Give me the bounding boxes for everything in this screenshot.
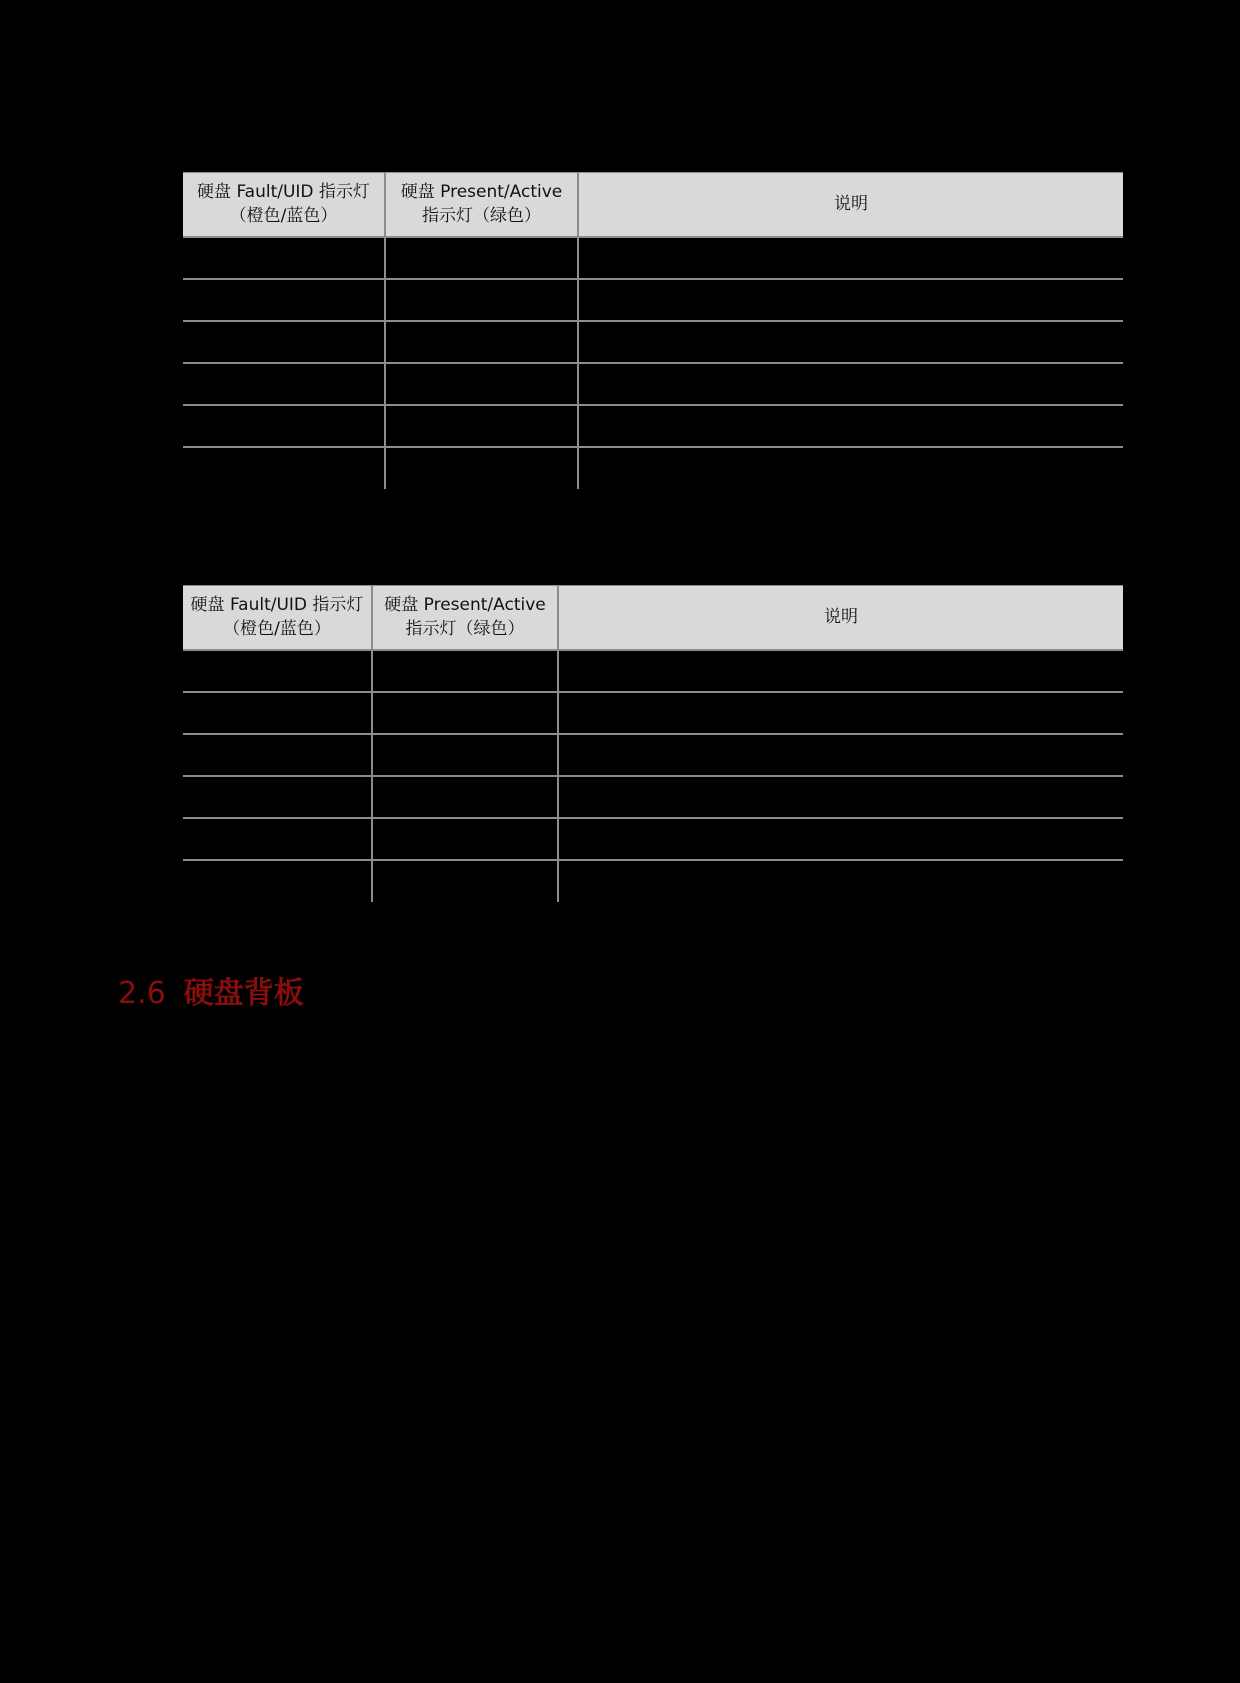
table-cell [183,650,372,692]
column-header-present-active-led: 硬盘 Present/Active 指示灯（绿色） [385,173,578,237]
table-cell [183,734,372,776]
table-cell [183,447,385,489]
table-cell [183,818,372,860]
column-header-description: 说明 [558,586,1123,650]
column-header-fault-uid-led: 硬盘 Fault/UID 指示灯（橙色/蓝色） [183,173,385,237]
table-cell [183,692,372,734]
table-cell [385,237,578,279]
table-cell [385,321,578,363]
table-cell [183,860,372,902]
table-row [183,237,1123,279]
led-status-table-2 [183,585,1123,902]
table-cell [385,405,578,447]
table-cell [558,776,1123,818]
table-cell [372,692,558,734]
table-cell [372,650,558,692]
table-row [183,321,1123,363]
table-cell [578,447,1123,489]
column-header-fault-uid-led: 硬盘 Fault/UID 指示灯（橙色/蓝色） [183,586,372,650]
table-cell [372,818,558,860]
table-cell [558,650,1123,692]
table-row [183,447,1123,489]
table-row [183,818,1123,860]
table-row [183,776,1123,818]
table-row [183,692,1123,734]
table-cell [558,860,1123,902]
section-number: 2.6 [118,976,166,1011]
table-cell [183,776,372,818]
table-cell [558,692,1123,734]
table-row [183,363,1123,405]
table-cell [372,776,558,818]
table-cell [578,237,1123,279]
table-cell [183,405,385,447]
table-cell [372,734,558,776]
table-row [183,734,1123,776]
table-cell [578,405,1123,447]
table-cell [183,363,385,405]
table-cell [578,363,1123,405]
table-cell [385,447,578,489]
column-header-description: 说明 [578,173,1123,237]
table-row [183,860,1123,902]
table-cell [183,321,385,363]
table-cell [385,363,578,405]
table-header-row [183,586,1123,650]
table-cell [578,279,1123,321]
table-cell [385,279,578,321]
table-cell [183,279,385,321]
table-cell [558,818,1123,860]
table-row [183,650,1123,692]
table-cell [558,734,1123,776]
table-row [183,279,1123,321]
section-heading [118,974,304,1014]
table-cell [183,237,385,279]
table-row [183,405,1123,447]
table-cell [372,860,558,902]
led-status-table-1 [183,172,1123,489]
table-cell [578,321,1123,363]
column-header-present-active-led: 硬盘 Present/Active 指示灯（绿色） [372,586,558,650]
table-header-row [183,173,1123,237]
section-title: 硬盘背板 [183,976,304,1011]
